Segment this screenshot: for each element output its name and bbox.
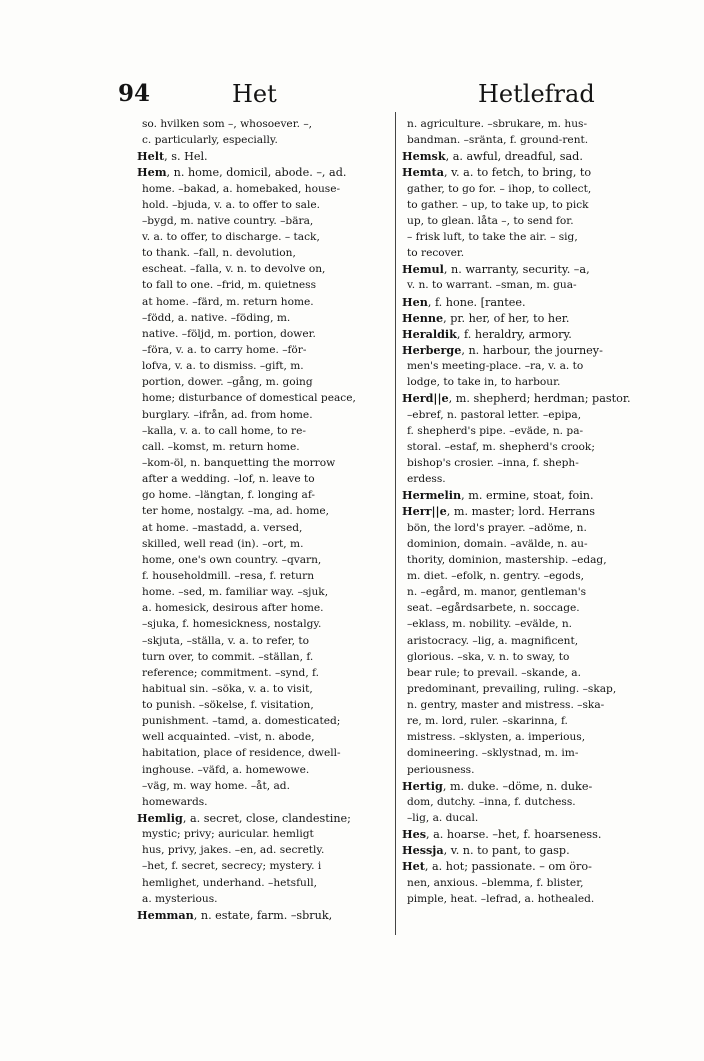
headword: Hemlig: [137, 811, 183, 826]
dictionary-line: bishop's crosier. –inna, f. sheph-: [407, 456, 579, 469]
dictionary-line: n. agriculture. –sbrukare, m. hus-: [407, 118, 588, 130]
dictionary-line: reference; commitment. –synd, f.: [142, 666, 319, 679]
dictionary-line: predominant, prevailing, ruling. –skap,: [407, 682, 617, 695]
dictionary-line: –sjuka, f. homesickness, nostalgy.: [142, 618, 322, 631]
dictionary-line: ter home, nostalgy. –ma, ad. home,: [142, 505, 330, 518]
dictionary-line: bear rule; to prevail. –skande, a.: [407, 666, 581, 679]
headword: Herr||e: [402, 504, 447, 519]
dictionary-line: punishment. –tamd, a. domesticated;: [142, 715, 341, 728]
right-column: [402, 116, 650, 907]
headword: Hertig: [402, 778, 443, 793]
dictionary-line: skilled, well read (in). –ort, m.: [142, 537, 304, 550]
dictionary-line: v. a. to offer, to discharge. – tack,: [142, 230, 320, 243]
dictionary-line: inghouse. –väfd, a. homewowe.: [142, 763, 310, 776]
dictionary-line: home; disturbance of domestical peace,: [142, 392, 356, 405]
dictionary-line: f. shepherd's pipe. –eväde, n. pa-: [407, 424, 584, 437]
dictionary-line: –lig, a. ducal.: [407, 812, 479, 825]
dictionary-line: n. –egård, m. manor, gentleman's: [407, 586, 587, 599]
dictionary-line: mystic; privy; auricular. hemligt: [142, 828, 314, 841]
dictionary-line: seat. –egårdsarbete, n. soccage.: [407, 602, 580, 615]
dictionary-line: go home. –längtan, f. longing af-: [142, 489, 315, 502]
dictionary-line: burglary. –ifrån, ad. from home.: [142, 408, 313, 421]
dictionary-line: turn over, to commit. –ställan, f.: [142, 650, 314, 663]
dictionary-line: periousness.: [407, 763, 475, 776]
headword: Heraldik: [402, 326, 457, 341]
dictionary-line: re, m. lord, ruler. –skarinna, f.: [407, 715, 568, 728]
dictionary-line: pimple, heat. –lefrad, a. hothealed.: [407, 892, 595, 905]
dictionary-line: home. –sed, m. familiar way. –sjuk,: [142, 586, 329, 599]
dictionary-line: Hertig, m. duke. –döme, n. duke-: [402, 778, 593, 793]
dictionary-line: glorious. –ska, v. n. to sway, to: [407, 650, 570, 663]
dictionary-line: a. mysterious.: [142, 892, 218, 905]
dictionary-line: –kom-öl, n. banquetting the morrow: [142, 456, 336, 469]
dictionary-line: habitual sin. –söka, v. a. to visit,: [142, 682, 313, 695]
dictionary-line: to fall to one. –frid, m. quietness: [142, 279, 317, 292]
dictionary-line: call. –komst, m. return home.: [142, 440, 300, 453]
headword: Hermelin: [402, 488, 462, 503]
dictionary-line: Helt, s. Hel.: [137, 149, 208, 164]
dictionary-line: Hemman, n. estate, farm. –sbruk,: [137, 907, 333, 922]
dictionary-line: home, one's own country. –qvarn,: [142, 553, 322, 566]
dictionary-line: to thank. –fall, n. devolution,: [142, 247, 296, 260]
dictionary-line: –bygd, m. native country. –bära,: [142, 214, 314, 227]
dictionary-line: –skjuta, –ställa, v. a. to refer, to: [142, 634, 310, 647]
dictionary-line: –föra, v. a. to carry home. –för-: [142, 343, 307, 356]
headword: Hemta: [402, 165, 444, 180]
dictionary-line: native. –följd, m. portion, dower.: [142, 327, 316, 340]
dictionary-line: Hen, f. hone. [rantee.: [402, 294, 526, 309]
page-number: 94: [118, 80, 151, 107]
headword: Hemman: [137, 907, 194, 922]
dictionary-line: Heraldik, f. heraldry, armory.: [402, 326, 572, 341]
dictionary-line: escheat. –falla, v. n. to devolve on,: [142, 263, 326, 276]
dictionary-line: portion, dower. –gång, m. going: [142, 376, 313, 389]
dictionary-line: Hem, n. home, domicil, abode. –, ad.: [137, 165, 347, 180]
dictionary-line: Herd||e, m. shepherd; herdman; pastor.: [402, 391, 631, 406]
dictionary-line: a. homesick, desirous after home.: [142, 602, 324, 615]
dictionary-line: mistress. –sklysten, a. imperious,: [407, 731, 586, 744]
headword: Het: [402, 859, 425, 874]
dictionary-line: Het, a. hot; passionate. – om öro-: [402, 859, 592, 874]
dictionary-line: to gather. – up, to take up, to pick: [407, 198, 589, 211]
headword: Hessja: [402, 843, 444, 858]
dictionary-line: nen, anxious. –blemma, f. blister,: [407, 876, 584, 889]
dictionary-line: Hemul, n. warranty, security. –a,: [402, 262, 590, 277]
dictionary-line: gather, to go for. – ihop, to collect,: [407, 182, 592, 195]
dictionary-line: home. –bakad, a. homebaked, house-: [142, 182, 341, 195]
dictionary-line: Herr||e, m. master; lord. Herrans: [402, 504, 596, 519]
dictionary-line: at home. –färd, m. return home.: [142, 295, 314, 308]
dictionary-line: Herberge, n. harbour, the journey-: [402, 342, 603, 357]
dictionary-line: after a wedding. –lof, n. leave to: [142, 473, 315, 486]
dictionary-line: Henne, pr. her, of her, to her.: [402, 310, 570, 325]
dictionary-line: dom, dutchy. –inna, f. dutchess.: [407, 795, 576, 808]
dictionary-line: at home. –mastadd, a. versed,: [142, 521, 303, 534]
headword: Hemul: [402, 262, 444, 277]
dictionary-line: habitation, place of residence, dwell-: [142, 747, 341, 760]
dictionary-line: m. diet. –efolk, n. gentry. –egods,: [407, 569, 584, 582]
dictionary-line: domineering. –sklystnad, m. im-: [407, 747, 579, 760]
dictionary-line: lodge, to take in, to harbour.: [407, 376, 561, 389]
headword: Hes: [402, 827, 426, 842]
headword: Helt: [137, 149, 165, 164]
dictionary-line: –eklass, m. nobility. –evälde, n.: [407, 618, 573, 631]
dictionary-line: Hessja, v. n. to pant, to gasp.: [402, 843, 570, 858]
dictionary-line: to punish. –sökelse, f. visitation,: [142, 699, 314, 712]
dictionary-line: –ebref, n. pastoral letter. –epipa,: [407, 408, 582, 421]
dictionary-line: bön, the lord's prayer. –adöme, n.: [407, 521, 587, 534]
dictionary-line: bandman. –sränta, f. ground-rent.: [407, 134, 589, 147]
dictionary-line: hemlighet, underhand. –hetsfull,: [142, 876, 317, 889]
dictionary-line: n. gentry, master and mistress. –ska-: [407, 699, 605, 712]
headword: Hemsk: [402, 149, 446, 164]
column-divider: [395, 112, 396, 935]
dictionary-line: –kalla, v. a. to call home, to re-: [142, 424, 306, 437]
dictionary-line: homewards.: [142, 795, 208, 808]
dictionary-line: thority, dominion, mastership. –edag,: [407, 553, 607, 566]
dictionary-line: so. hvilken som –, whosoever. –,: [142, 118, 312, 130]
dictionary-line: – frisk luft, to take the air. – sig,: [407, 230, 578, 243]
dictionary-line: Hemlig, a. secret, close, clandestine;: [137, 811, 351, 826]
dictionary-line: up, to glean. låta –, to send for.: [407, 214, 574, 227]
dictionary-line: –född, a. native. –föding, m.: [142, 311, 291, 324]
dictionary-line: to recover.: [407, 247, 465, 260]
running-head-right: Hetlefrad: [478, 80, 595, 108]
dictionary-line: Hemta, v. a. to fetch, to bring, to: [402, 165, 592, 180]
dictionary-line: lofva, v. a. to dismiss. –gift, m.: [142, 360, 304, 373]
headword: Herberge: [402, 342, 462, 357]
headword: Herd||e: [402, 391, 449, 406]
dictionary-line: Hemsk, a. awful, dreadful, sad.: [402, 149, 583, 164]
left-column: [137, 116, 387, 923]
dictionary-line: dominion, domain. –avälde, n. au-: [407, 537, 588, 550]
dictionary-line: storal. –estaf, m. shepherd's crook;: [407, 440, 595, 453]
dictionary-line: hold. –bjuda, v. a. to offer to sale.: [142, 198, 321, 211]
dictionary-line: Hermelin, m. ermine, stoat, foin.: [402, 488, 594, 503]
dictionary-line: Hes, a. hoarse. –het, f. hoarseness.: [402, 827, 602, 842]
headword: Hem: [137, 165, 167, 180]
dictionary-line: aristocracy. –lig, a. magnificent,: [407, 634, 579, 647]
running-head-left: Het: [232, 80, 277, 108]
dictionary-line: well acquainted. –vist, n. abode,: [142, 731, 315, 744]
dictionary-line: –het, f. secret, secrecy; mystery. i: [142, 860, 322, 873]
dictionary-line: v. n. to warrant. –sman, m. gua-: [407, 279, 577, 292]
dictionary-line: erdess.: [407, 473, 446, 486]
headword: Hen: [402, 294, 428, 309]
headword: Henne: [402, 310, 444, 325]
dictionary-line: hus, privy, jakes. –en, ad. secretly.: [142, 844, 325, 857]
dictionary-line: –väg, m. way home. –åt, ad.: [142, 779, 290, 792]
dictionary-line: f. householdmill. –resa, f. return: [142, 569, 315, 582]
dictionary-line: men's meeting-place. –ra, v. a. to: [407, 360, 584, 373]
dictionary-line: c. particularly, especially.: [142, 134, 278, 147]
